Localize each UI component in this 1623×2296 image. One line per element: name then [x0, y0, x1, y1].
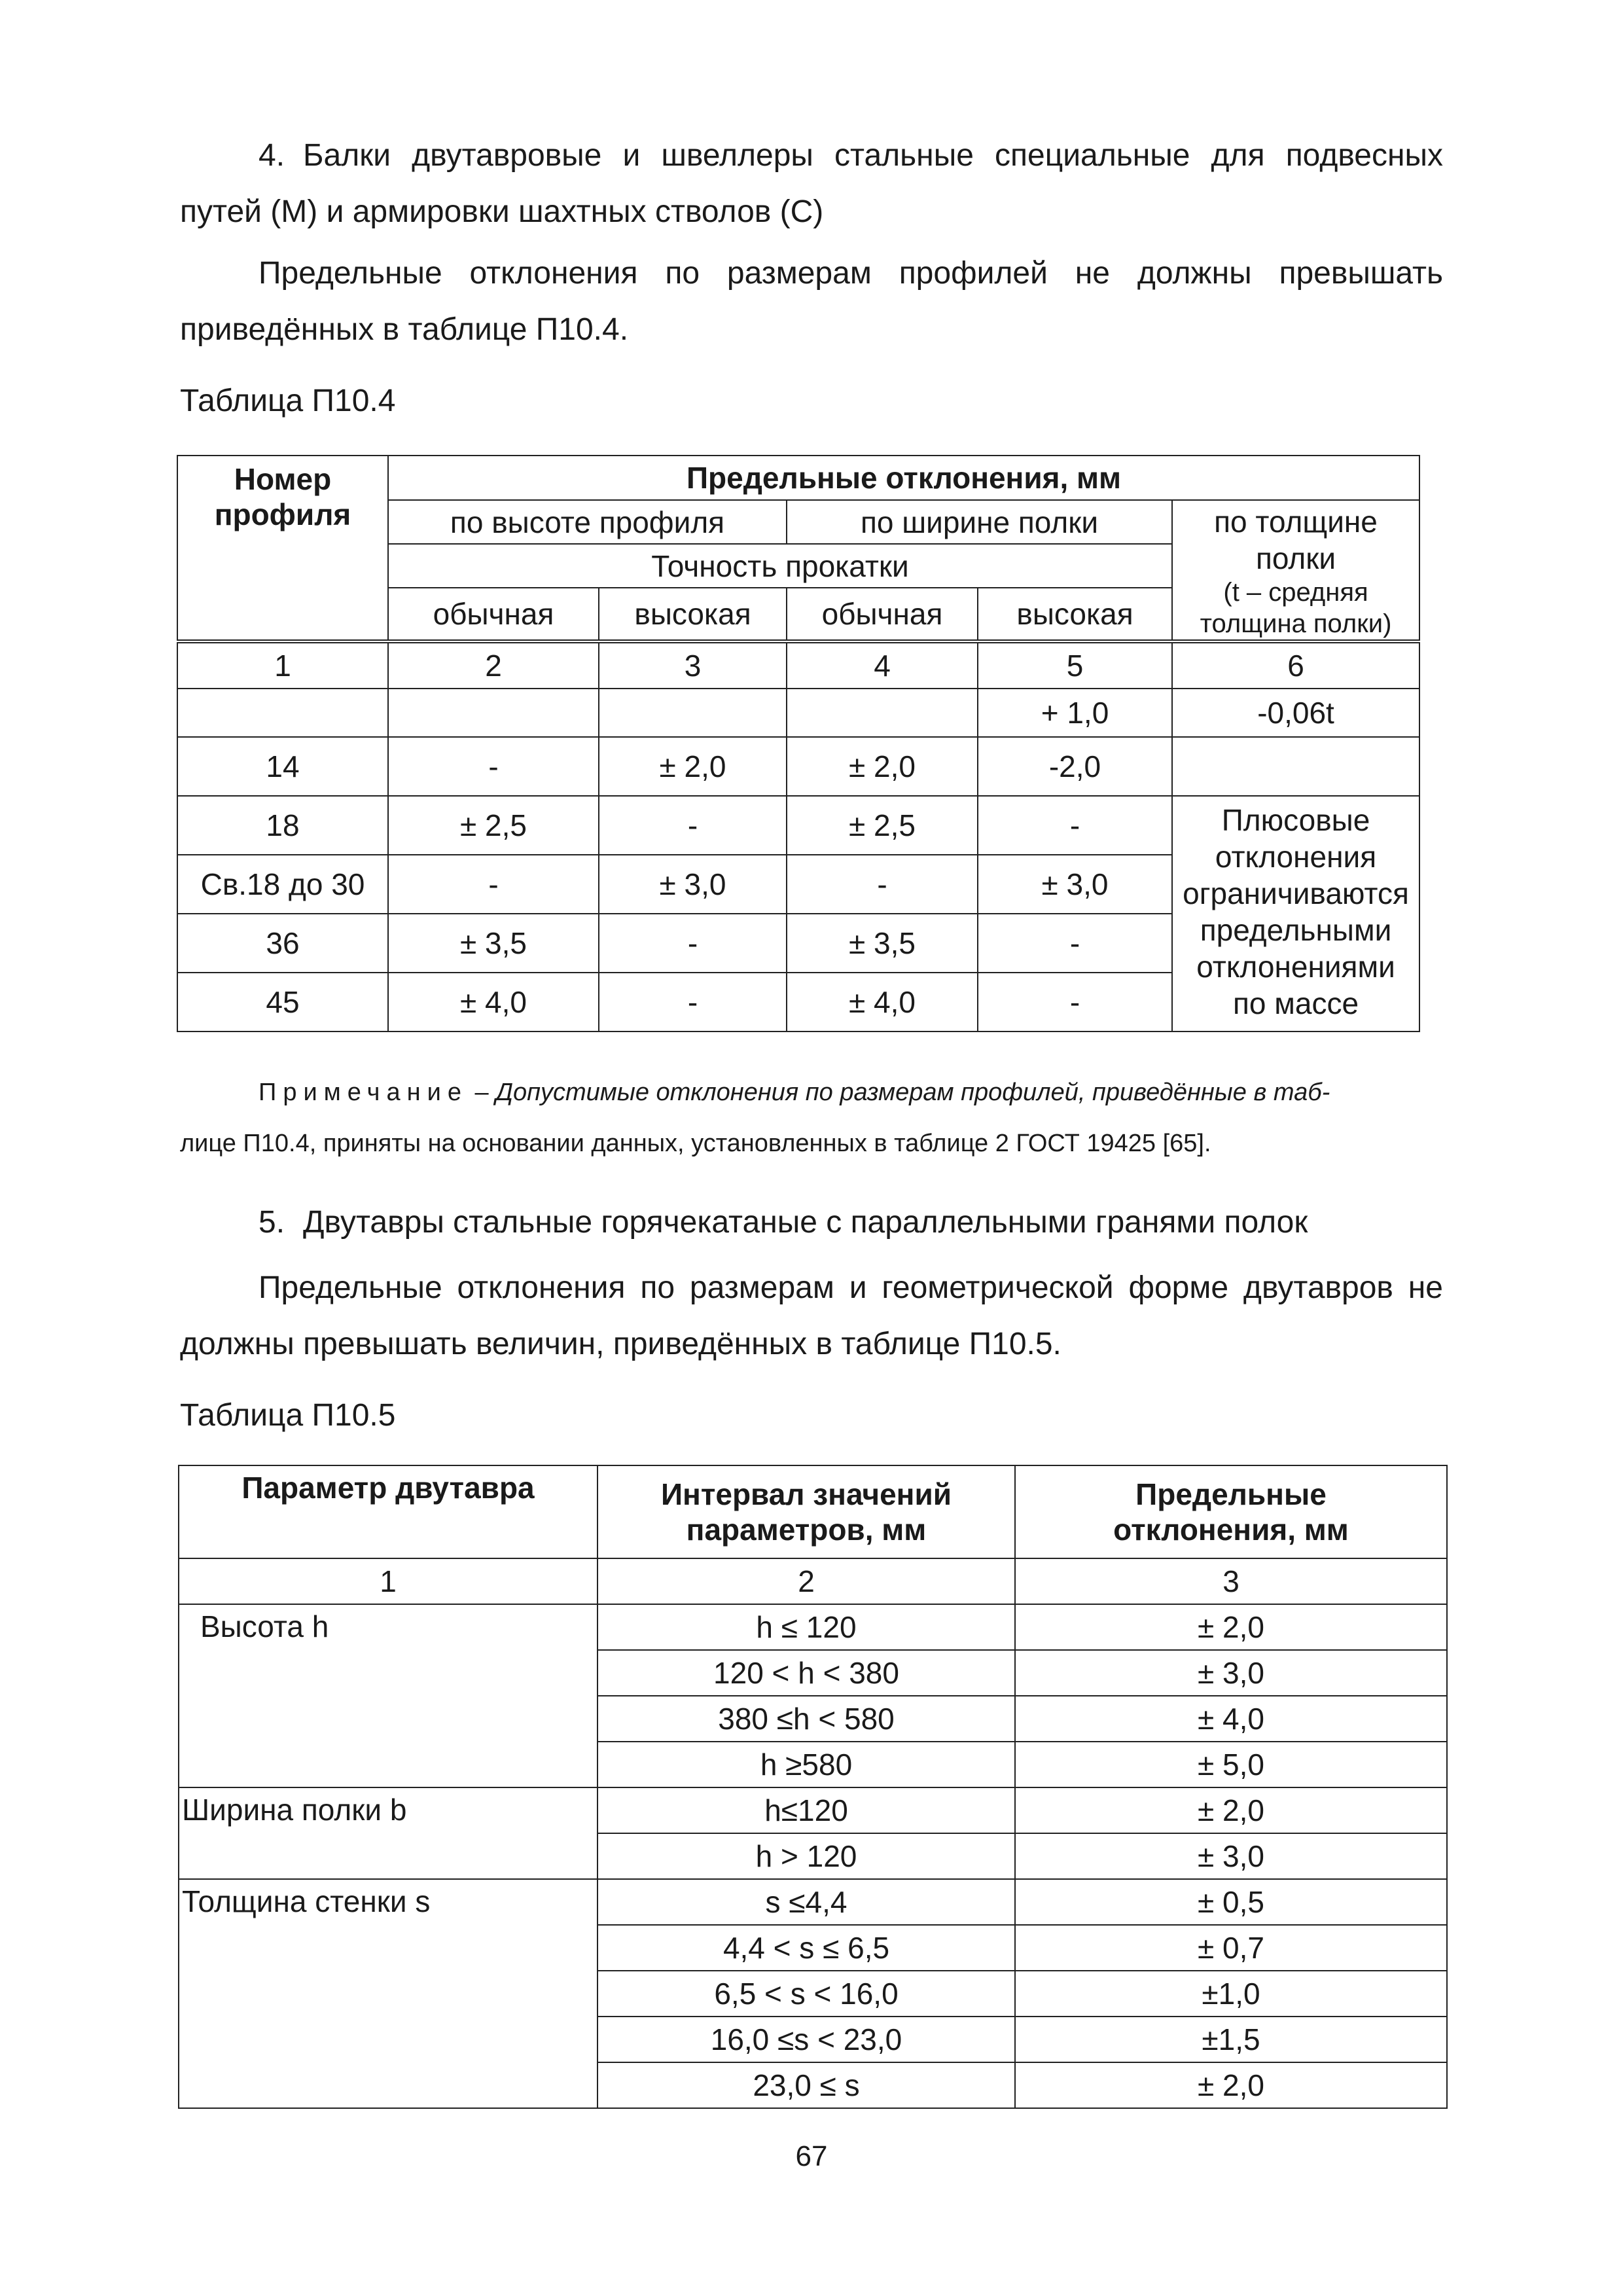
interval-cell: h > 120 — [597, 1833, 1015, 1879]
note-label: Примечание — [259, 1079, 468, 1106]
interval-cell: h ≥580 — [597, 1742, 1015, 1787]
table-cell: -0,06t — [1172, 689, 1419, 737]
section-5-heading-text: Двутавры стальные горячекатаные с параллельными гранями полок — [303, 1205, 1308, 1240]
header-by-flange-thickness-label: по толщине полки — [1214, 505, 1378, 575]
note-text-line2: лице П10.4, приняты на основании данных, установленных в таблице 2 ГОСТ 19425 [65]. — [180, 1130, 1211, 1157]
table-5-caption: Таблица П10.5 — [180, 1398, 396, 1433]
header-normal-height: обычная — [388, 588, 599, 641]
interval-cell: s ≤4,4 — [597, 1879, 1015, 1925]
col-number: 1 — [177, 641, 388, 689]
header-profile-number: Номер профиля — [177, 456, 388, 641]
table-row — [179, 1879, 1447, 1925]
table-cell: - — [978, 914, 1172, 973]
header-limit-deviations: Предельные отклонения, мм — [388, 456, 1419, 500]
table-cell — [787, 689, 978, 737]
header-high-height: высокая — [599, 588, 787, 641]
header-by-flange-width: по ширине полки — [787, 500, 1172, 544]
header-high-width: высокая — [978, 588, 1172, 641]
table-cell — [177, 689, 388, 737]
header-rolling-accuracy: Точность прокатки — [388, 544, 1172, 588]
table-cell: ± 2,5 — [388, 796, 599, 855]
section-5-number: 5. — [259, 1205, 285, 1240]
param-web-thickness: Толщина стенки s — [179, 1879, 597, 2108]
col-number: 6 — [1172, 641, 1419, 689]
table-row — [177, 796, 1419, 855]
table-cell: - — [599, 796, 787, 855]
table-cell: - — [978, 973, 1172, 1031]
header-parameter: Параметр двутавра — [179, 1465, 597, 1558]
table-cell: + 1,0 — [978, 689, 1172, 737]
deviation-cell: ±1,5 — [1015, 2017, 1447, 2062]
profile-cell: 14 — [177, 737, 388, 796]
table-cell: - — [388, 855, 599, 914]
param-height: Высота h — [179, 1604, 597, 1787]
deviation-cell: ± 2,0 — [1015, 2062, 1447, 2108]
section-4-number: 4. — [259, 138, 285, 173]
table-cell: ± 2,5 — [787, 796, 978, 855]
deviation-cell: ± 2,0 — [1015, 1604, 1447, 1650]
table-cell: ± 2,0 — [599, 737, 787, 796]
deviation-cell: ± 3,0 — [1015, 1650, 1447, 1696]
table-cell: ± 3,5 — [388, 914, 599, 973]
interval-cell: 4,4 < s ≤ 6,5 — [597, 1925, 1015, 1971]
table-p10-5 — [178, 1465, 1448, 2109]
interval-cell: h≤120 — [597, 1787, 1015, 1833]
table-row — [179, 1787, 1447, 1833]
col-number: 5 — [978, 641, 1172, 689]
interval-cell: 16,0 ≤s < 23,0 — [597, 2017, 1015, 2062]
table-cell — [599, 689, 787, 737]
interval-cell: 23,0 ≤ s — [597, 2062, 1015, 2108]
merged-note-cell: Плюсовые отклонения ограничиваются предельными отклонениями по массе — [1172, 796, 1419, 1031]
table-cell: ± 4,0 — [388, 973, 599, 1031]
profile-cell: 45 — [177, 973, 388, 1031]
interval-cell: 120 < h < 380 — [597, 1650, 1015, 1696]
col-number: 1 — [179, 1558, 597, 1604]
section-5-heading — [180, 1194, 1443, 1251]
col-number: 3 — [599, 641, 787, 689]
table-cell: - — [787, 855, 978, 914]
header-normal-width: обычная — [787, 588, 978, 641]
table-cell: ± 3,5 — [787, 914, 978, 973]
table-cell: -2,0 — [978, 737, 1172, 796]
deviation-cell: ± 4,0 — [1015, 1696, 1447, 1742]
col-number: 3 — [1015, 1558, 1447, 1604]
table-4-caption: Таблица П10.4 — [180, 384, 396, 418]
interval-cell: h ≤ 120 — [597, 1604, 1015, 1650]
table-p10-4 — [177, 455, 1420, 1032]
table-cell: - — [599, 973, 787, 1031]
deviation-cell: ± 5,0 — [1015, 1742, 1447, 1787]
col-number: 4 — [787, 641, 978, 689]
section-4-heading — [180, 128, 1443, 240]
note-text-line1: Допустимые отклонения по размерам профилей, приведённые в таб- — [495, 1079, 1330, 1106]
table-cell: - — [599, 914, 787, 973]
section-4-paragraph: Предельные отклонения по размерам профилей не должны превышать приведённых в таблице П10.4. — [180, 256, 1443, 347]
table-4-note — [180, 1067, 1443, 1157]
interval-cell: 6,5 < s < 16,0 — [597, 1971, 1015, 2017]
header-thickness-note: (t – средняя толщина полки) — [1200, 578, 1392, 638]
table-cell: - — [388, 737, 599, 796]
table-cell: - — [978, 796, 1172, 855]
table-cell — [1172, 737, 1419, 796]
table-cell: ± 4,0 — [787, 973, 978, 1031]
table-cell: ± 3,0 — [978, 855, 1172, 914]
section-4-heading-text: Балки двутавровые и швеллеры стальные специальные для подвесных путей (М) и армировки шахтных стволов (С) — [180, 138, 1443, 229]
header-by-flange-thickness — [1172, 500, 1419, 641]
interval-cell: 380 ≤h < 580 — [597, 1696, 1015, 1742]
param-flange-width: Ширина полки b — [179, 1787, 597, 1879]
profile-cell: 36 — [177, 914, 388, 973]
profile-cell: 18 — [177, 796, 388, 855]
deviation-cell: ±1,0 — [1015, 1971, 1447, 2017]
deviation-cell: ± 2,0 — [1015, 1787, 1447, 1833]
col-number: 2 — [597, 1558, 1015, 1604]
page-number: 67 — [795, 2140, 828, 2172]
header-deviation: Предельные отклонения, мм — [1015, 1465, 1447, 1558]
table-row — [177, 737, 1419, 796]
deviation-cell: ± 3,0 — [1015, 1833, 1447, 1879]
header-by-height: по высоте профиля — [388, 500, 787, 544]
header-interval: Интервал значений параметров, мм — [597, 1465, 1015, 1558]
section-5-paragraph: Предельные отклонения по размерам и геометрической форме двутавров не должны превышать величин, приведённых в таблице П10.5. — [180, 1270, 1443, 1361]
table-row — [179, 1604, 1447, 1650]
deviation-cell: ± 0,5 — [1015, 1879, 1447, 1925]
note-dash: – — [474, 1079, 489, 1106]
table-cell — [388, 689, 599, 737]
profile-cell: Св.18 до 30 — [177, 855, 388, 914]
col-number: 2 — [388, 641, 599, 689]
table-cell: ± 3,0 — [599, 855, 787, 914]
deviation-cell: ± 0,7 — [1015, 1925, 1447, 1971]
table-cell: ± 2,0 — [787, 737, 978, 796]
